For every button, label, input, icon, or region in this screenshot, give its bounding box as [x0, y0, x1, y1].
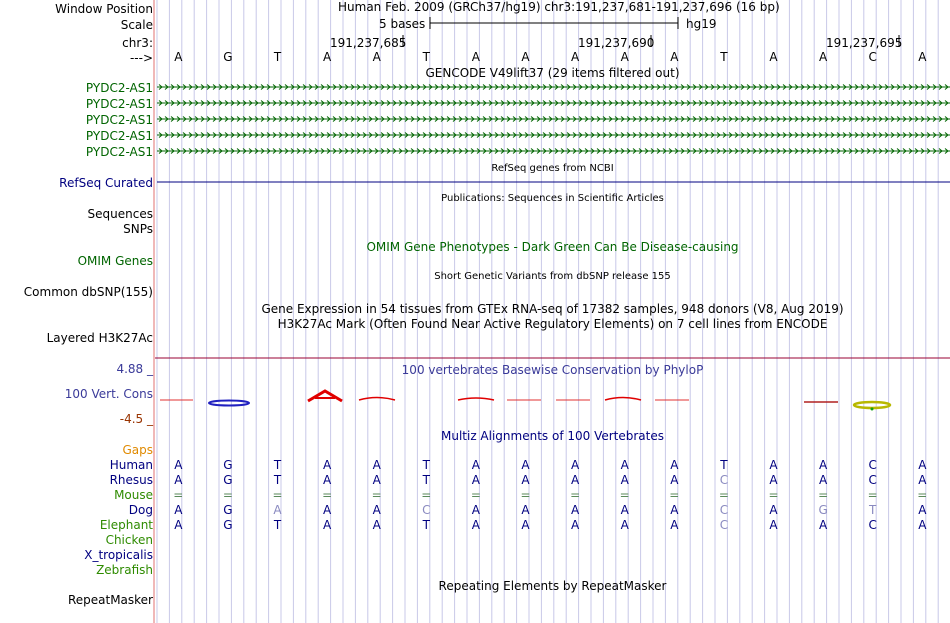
aligned-base: A — [372, 473, 381, 487]
aligned-base: A — [818, 473, 828, 487]
coord-tick-label: 191,237,695 — [826, 36, 903, 50]
aligned-base: A — [174, 458, 183, 472]
phylop-glyphs[interactable] — [160, 391, 890, 411]
publications-title[interactable]: Publications: Sequences in Scientific Articles — [441, 193, 664, 204]
scale-label: Scale — [120, 18, 153, 32]
aligned-base: G — [223, 458, 233, 472]
multiz-title[interactable]: Multiz Alignments of 100 Vertebrates — [440, 429, 665, 443]
gencode-item[interactable]: PYDC2-AS1 — [85, 145, 153, 159]
gencode-item[interactable]: PYDC2-AS1 — [85, 113, 153, 127]
aligned-base: C — [868, 518, 877, 532]
phylop-title[interactable]: 100 vertebrates Basewise Conservation by PhyloP — [401, 363, 704, 377]
aligned-base: T — [422, 518, 430, 532]
aligned-base: T — [273, 473, 282, 487]
aligned-base: A — [769, 518, 778, 532]
base-glyph-a — [308, 391, 342, 401]
aligned-base: C — [422, 503, 431, 517]
dbsnp-title[interactable]: Short Genetic Variants from dbSNP release 155 — [434, 271, 671, 282]
alignment-row-human — [155, 458, 950, 472]
scale-text: 5 bases — [379, 17, 426, 31]
aligned-base: A — [471, 458, 480, 472]
aligned-base: A — [818, 518, 828, 532]
aligned-base: A — [620, 473, 629, 487]
gencode-transcript-line[interactable] — [157, 133, 950, 138]
snps-label[interactable]: SNPs — [123, 222, 153, 236]
gencode-item[interactable]: PYDC2-AS1 — [85, 81, 153, 95]
base-letter: C — [868, 50, 877, 64]
aligned-base: = — [421, 488, 432, 502]
aligned-base: A — [372, 518, 381, 532]
alignment-row-rhesus — [155, 473, 950, 487]
aligned-base: T — [422, 458, 430, 472]
aligned-base: = — [173, 488, 184, 502]
aligned-base: A — [471, 518, 480, 532]
aligned-base: G — [223, 518, 233, 532]
assembly-position-text: Human Feb. 2009 (GRCh37/hg19) chr3:191,237,681-191,237,696 (16 bp) — [338, 0, 780, 14]
gaps-label[interactable]: Gaps — [122, 443, 153, 457]
species-label-mouse[interactable]: Mouse — [114, 488, 153, 502]
aligned-base: G — [223, 503, 233, 517]
aligned-base: A — [670, 458, 679, 472]
aligned-base: T — [422, 473, 430, 487]
aligned-base: A — [818, 458, 828, 472]
aligned-base: = — [867, 488, 878, 502]
aligned-base: A — [521, 503, 530, 517]
strand-arrow-label: ---> — [129, 51, 153, 65]
aligned-base: A — [918, 503, 927, 517]
species-label-elephant[interactable]: Elephant — [99, 518, 153, 532]
aligned-base: A — [670, 473, 679, 487]
base-letter: A — [174, 50, 183, 64]
omim-title[interactable]: OMIM Gene Phenotypes - Dark Green Can Be Disease-causing — [366, 240, 739, 254]
aligned-base: A — [174, 518, 183, 532]
gencode-item[interactable]: PYDC2-AS1 — [85, 97, 153, 111]
omim-label[interactable]: OMIM Genes — [77, 254, 153, 268]
base-letter: A — [322, 50, 332, 64]
gencode-transcript-line[interactable] — [157, 149, 950, 154]
reference-bases-row — [155, 50, 950, 64]
phylop-label[interactable]: 100 Vert. Cons — [64, 387, 153, 401]
aligned-base: = — [669, 488, 680, 502]
aligned-base: A — [570, 518, 580, 532]
refseq-label[interactable]: RefSeq Curated — [59, 176, 153, 190]
refseq-title[interactable]: RefSeq genes from NCBI — [491, 163, 614, 174]
aligned-base: G — [818, 503, 828, 517]
phylop-min-label: -4.5 _ — [119, 412, 153, 426]
repeatmasker-label[interactable]: RepeatMasker — [67, 593, 153, 607]
aligned-base: A — [769, 458, 778, 472]
aligned-base: A — [620, 458, 629, 472]
aligned-base: G — [223, 473, 233, 487]
species-label-zebrafish[interactable]: Zebrafish — [96, 563, 153, 577]
db-text: hg19 — [686, 17, 717, 31]
aligned-base: C — [719, 518, 729, 532]
aligned-base: A — [521, 473, 530, 487]
base-glyph-g — [854, 402, 890, 411]
aligned-base: A — [769, 503, 778, 517]
repeatmasker-title[interactable]: Repeating Elements by RepeatMasker — [438, 579, 667, 593]
aligned-base: A — [322, 518, 332, 532]
base-letter: A — [620, 50, 629, 64]
aligned-base: A — [570, 458, 580, 472]
aligned-base: A — [521, 518, 530, 532]
aligned-base: A — [620, 503, 629, 517]
base-letter: A — [471, 50, 480, 64]
base-letter: A — [818, 50, 828, 64]
h3k27ac-label[interactable]: Layered H3K27Ac — [46, 331, 153, 345]
alignment-row-elephant — [155, 518, 950, 532]
aligned-base: T — [720, 458, 728, 472]
gencode-title[interactable]: GENCODE V49lift37 (29 items filtered out) — [425, 66, 680, 80]
aligned-base: A — [521, 458, 530, 472]
base-letter: A — [918, 50, 927, 64]
aligned-base: = — [272, 488, 283, 502]
scale-bar — [430, 17, 678, 29]
coord-tick-label: 191,237,685 — [330, 36, 407, 50]
aligned-base: A — [174, 503, 183, 517]
base-letter: T — [720, 50, 728, 64]
aligned-base: A — [322, 503, 332, 517]
aligned-base: = — [520, 488, 531, 502]
aligned-base: C — [868, 473, 877, 487]
aligned-base: = — [322, 488, 333, 502]
gencode-transcripts[interactable] — [157, 85, 950, 154]
base-letter: A — [521, 50, 530, 64]
aligned-base: A — [471, 473, 480, 487]
aligned-base: T — [273, 458, 282, 472]
gencode-item[interactable]: PYDC2-AS1 — [85, 129, 153, 143]
gtex-title[interactable]: Gene Expression in 54 tissues from GTEx RNA-seq of 17382 samples, 948 donors (V8, Aug 2019) — [261, 302, 844, 316]
aligned-base: A — [570, 503, 580, 517]
sequences-label[interactable]: Sequences — [87, 207, 153, 221]
base-letter: A — [769, 50, 778, 64]
base-letter: A — [372, 50, 381, 64]
species-label-rhesus[interactable]: Rhesus — [109, 473, 153, 487]
aligned-base: A — [918, 473, 927, 487]
aligned-base: A — [471, 503, 480, 517]
aligned-base: A — [372, 503, 381, 517]
aligned-base: = — [768, 488, 779, 502]
gencode-transcript-line[interactable] — [157, 101, 950, 106]
gencode-transcript-line[interactable] — [157, 117, 950, 122]
aligned-base: = — [619, 488, 630, 502]
aligned-base: A — [670, 518, 679, 532]
coord-tick-label: 191,237,690 — [578, 36, 655, 50]
phylop-max-label: 4.88 _ — [116, 362, 153, 376]
aligned-base: A — [570, 473, 580, 487]
aligned-base: A — [322, 473, 332, 487]
aligned-base: A — [372, 458, 381, 472]
species-label-dog[interactable]: Dog — [128, 503, 153, 517]
aligned-base: = — [222, 488, 233, 502]
aligned-base: A — [174, 473, 183, 487]
aligned-base: A — [322, 458, 332, 472]
dbsnp-label[interactable]: Common dbSNP(155) — [23, 285, 153, 299]
aligned-base: = — [818, 488, 829, 502]
aligned-base: T — [869, 503, 877, 517]
species-label-chicken[interactable]: Chicken — [105, 533, 153, 547]
base-letter: G — [223, 50, 233, 64]
species-label-xtropicalis[interactable]: X_tropicalis — [84, 548, 153, 562]
gencode-transcript-line[interactable] — [157, 85, 950, 90]
aligned-base: C — [719, 503, 729, 517]
aligned-base: C — [719, 473, 729, 487]
aligned-base: A — [918, 458, 927, 472]
aligned-base: C — [868, 458, 877, 472]
base-letter: A — [570, 50, 580, 64]
aligned-base: A — [769, 473, 778, 487]
aligned-base: = — [917, 488, 928, 502]
window-position-label: Window Position — [55, 2, 153, 16]
aligned-base: = — [371, 488, 382, 502]
chrom-label: chr3: — [122, 36, 153, 50]
aligned-base: T — [273, 518, 282, 532]
aligned-base: = — [718, 488, 729, 502]
aligned-base: A — [670, 503, 679, 517]
h3k27ac-title[interactable]: H3K27Ac Mark (Often Found Near Active Regulatory Elements) on 7 cell lines from ENCODE — [277, 317, 828, 331]
aligned-base: A — [620, 518, 629, 532]
aligned-base: A — [918, 518, 927, 532]
species-label-human[interactable]: Human — [109, 458, 153, 472]
base-letter: A — [670, 50, 679, 64]
base-glyph-g — [209, 401, 249, 406]
alignment-row-mouse — [155, 488, 950, 502]
base-letter: T — [422, 50, 430, 64]
aligned-base: = — [570, 488, 581, 502]
aligned-base: A — [273, 503, 282, 517]
base-letter: T — [273, 50, 282, 64]
alignment-row-dog — [155, 503, 950, 517]
aligned-base: = — [470, 488, 481, 502]
